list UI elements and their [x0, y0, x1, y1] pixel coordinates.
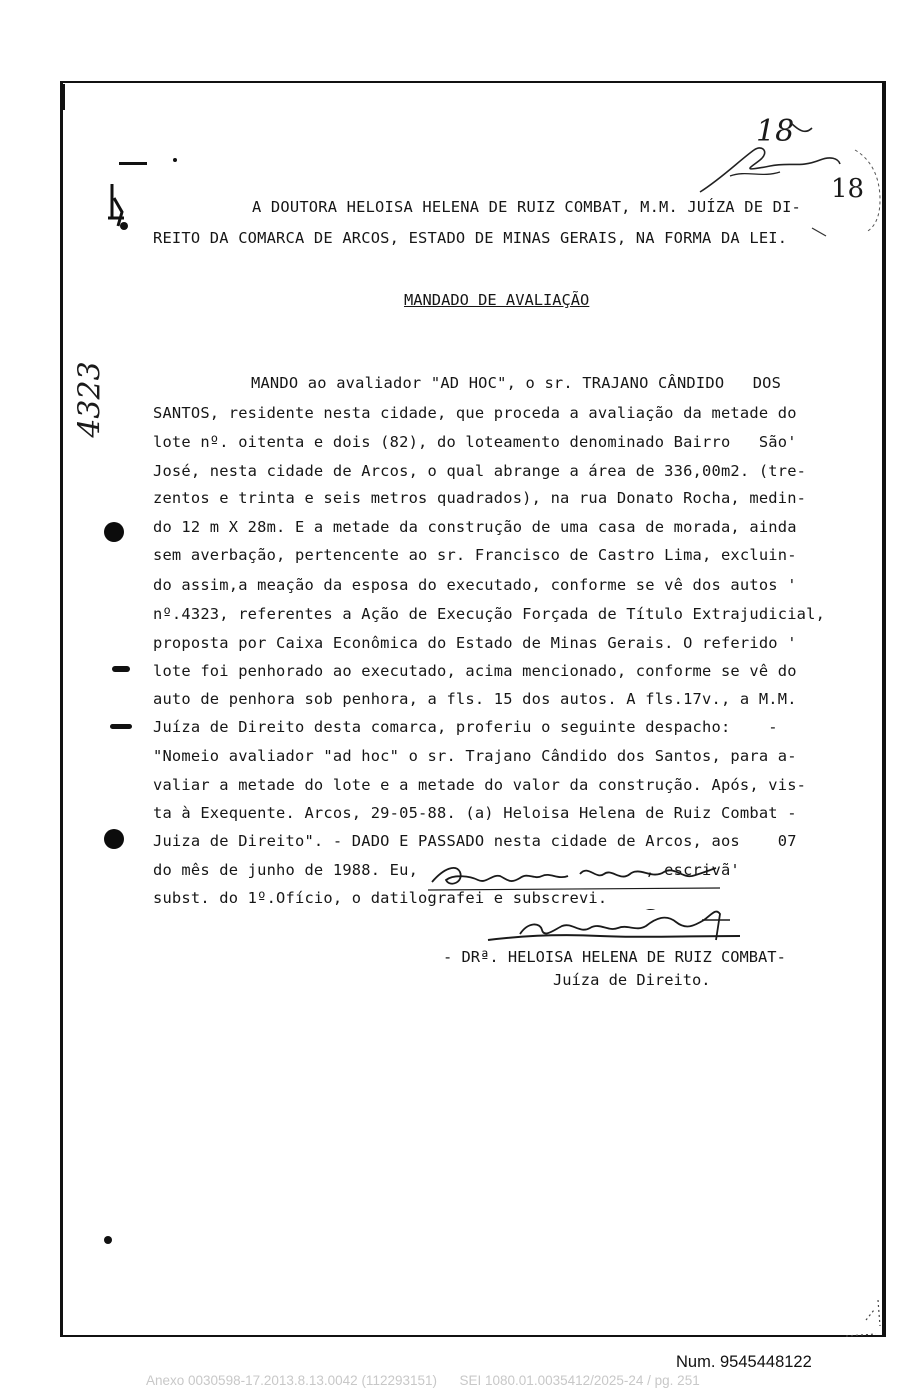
margin-dot	[173, 158, 177, 162]
body-line-8: do assim,a meação da esposa do executado, conforme se vê dos autos '	[153, 576, 797, 594]
body-line-5: zentos e trinta e seis metros quadrados), na rua Donato Rocha, medin-	[153, 489, 807, 507]
document-title: MANDADO DE AVALIAÇÃO	[404, 291, 590, 309]
header-line-2: REITO DA COMARCA DE ARCOS, ESTADO DE MINAS GERAIS, NA FORMA DA LEI.	[153, 229, 788, 247]
body-line-10: proposta por Caixa Econômica do Estado de Minas Gerais. O referido '	[153, 634, 797, 652]
signature-name: - DRª. HELOISA HELENA DE RUIZ COMBAT-	[443, 948, 786, 966]
body-line-12: auto de penhora sob penhora, a fls. 15 dos autos. A fls.17v., a M.M.	[153, 690, 797, 708]
punch-hole-2	[104, 829, 124, 849]
body-line-2: SANTOS, residente nesta cidade, que proceda a avaliação da metade do	[153, 404, 797, 422]
corner-mark	[62, 84, 65, 110]
margin-arrow-2	[110, 724, 132, 729]
body-line-16: ta à Exequente. Arcos, 29-05-88. (a) Heloisa Helena de Ruiz Combat -	[153, 804, 797, 822]
body-line-18: do mês de junho de 1988. Eu, , escrivã'	[153, 861, 740, 879]
document-sheet	[60, 81, 886, 1337]
punch-hole-1	[104, 522, 124, 542]
body-line-15: valiar a metade do lote e a metade do valor da construção. Após, vis-	[153, 776, 807, 794]
body-line-14: "Nomeio avaliador "ad hoc" o sr. Trajano Cândido dos Santos, para a-	[153, 747, 797, 765]
body-line-11: lote foi penhorado ao executado, acima mencionado, conforme se vê do	[153, 662, 797, 680]
stamped-page-number: 18	[831, 174, 865, 204]
margin-glyph	[104, 178, 134, 238]
body-line-1: MANDO ao avaliador "AD HOC", o sr. TRAJANO CÂNDIDO DOS	[251, 374, 782, 392]
body-line-9: nº.4323, referentes a Ação de Execução Forçada de Título Extrajudicial,	[153, 605, 826, 623]
handwritten-page-number: 18	[756, 114, 795, 149]
header-line-1: A DOUTORA HELOISA HELENA DE RUIZ COMBAT, M.M. JUÍZA DE DI-	[252, 198, 802, 216]
body-line-4: José, nesta cidade de Arcos, o qual abrange a área de 336,00m2. (tre-	[153, 462, 807, 480]
body-line-17: Juiza de Direito". - DADO E PASSADO nesta cidade de Arcos, aos 07	[153, 832, 797, 850]
body-line-6: do 12 m X 28m. E a metade da construção de uma casa de morada, ainda	[153, 518, 797, 536]
corner-speckle	[836, 1290, 886, 1350]
margin-dot-2	[104, 1236, 112, 1244]
margin-dash	[119, 162, 147, 165]
document-number: Num. 9545448122	[676, 1353, 812, 1371]
annex-reference: Anexo 0030598-17.2013.8.13.0042 (112293151) SEI 1080.01.0035412/2025-24 / pg. 251	[146, 1373, 700, 1388]
body-line-13: Juíza de Direito desta comarca, proferiu o seguinte despacho: -	[153, 718, 778, 736]
signature-title: Juíza de Direito.	[553, 971, 711, 989]
body-line-7: sem averbação, pertencente ao sr. Francisco de Castro Lima, excluin-	[153, 546, 797, 564]
body-line-3: lote nº. oitenta e dois (82), do loteamento denominado Bairro São'	[153, 433, 797, 451]
margin-process-number: 4323	[72, 361, 108, 438]
margin-arrow-1	[112, 666, 130, 672]
body-line-19: subst. do 1º.Ofício, o datilografei e subscrevi.	[153, 889, 608, 907]
